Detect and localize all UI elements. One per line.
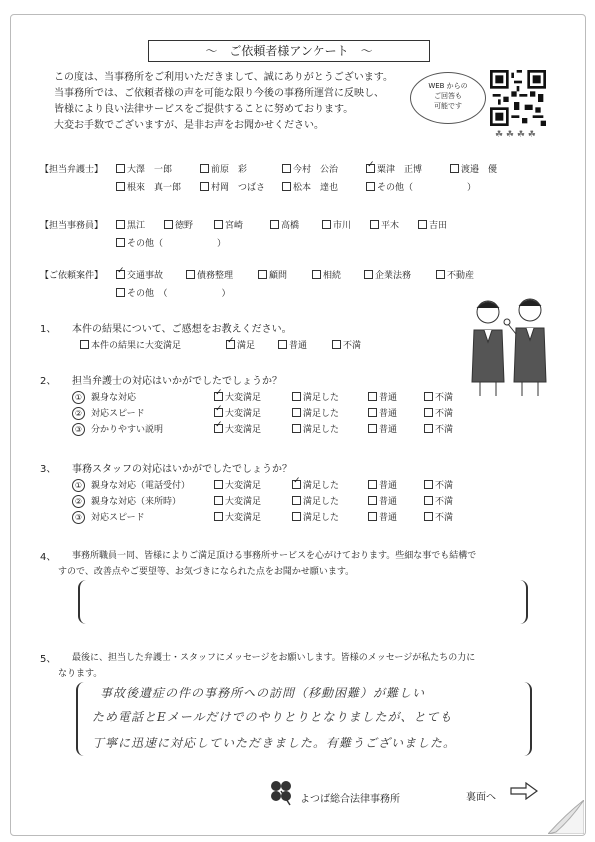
handwritten-message-line-3: 丁寧に迅速に対応していただきました。有難うございました。: [92, 736, 457, 750]
checkbox[interactable]: [312, 270, 321, 279]
checkbox[interactable]: [322, 220, 331, 229]
checkbox[interactable]: [258, 270, 267, 279]
staff-option[interactable]: 高橋: [270, 218, 299, 231]
checkbox[interactable]: [164, 220, 173, 229]
q3-row3-opt[interactable]: 満足した: [292, 510, 339, 523]
q2-number: 2、: [40, 376, 57, 387]
q3-row2-opt[interactable]: 不満: [424, 494, 453, 507]
q1-option[interactable]: 本件の結果に大変満足: [80, 338, 181, 351]
checkbox[interactable]: [424, 480, 433, 489]
web-note-line-1: WEB からの: [428, 82, 468, 90]
clover-logo-icon: [266, 776, 296, 806]
handwritten-message-line-1: 事故後遺症の件の事務所への訪問（移動困難）が難しい: [100, 686, 426, 700]
q1-number: 1、: [40, 324, 57, 335]
web-note-line-2: ご回答も: [434, 92, 462, 100]
checkbox[interactable]: [214, 220, 223, 229]
checkbox[interactable]: [116, 238, 125, 247]
staff-option[interactable]: 徳野: [164, 218, 193, 231]
checkbox[interactable]: [368, 424, 377, 433]
q3-row1-opt[interactable]: 普通: [368, 478, 397, 491]
checkbox-checked[interactable]: [214, 424, 223, 433]
web-note-line-3: 可能です: [434, 102, 462, 110]
intro-line-3: 皆様により良い法律サービスをご提供することに努めております。: [54, 104, 354, 115]
lawyer-option[interactable]: その他（ ）: [366, 180, 476, 193]
intro-line-1: この度は、当事務所をご利用いただきまして、誠にありがとうございます。: [54, 72, 393, 83]
checkbox[interactable]: [368, 496, 377, 505]
case-option[interactable]: ✓ 交通事故: [116, 268, 163, 281]
checkbox-checked[interactable]: [214, 408, 223, 417]
q2-row-label: ③ 分かりやすい説明: [72, 422, 163, 436]
lawyer-option[interactable]: 大澤 一郎: [116, 162, 172, 175]
qr-code[interactable]: [490, 70, 546, 126]
web-note-bubble: [410, 72, 486, 124]
checkbox[interactable]: [214, 480, 223, 489]
checkbox[interactable]: [424, 392, 433, 401]
q2-row2-opt[interactable]: ✓ 大変満足: [214, 406, 261, 419]
q2-row3-opt[interactable]: 不満: [424, 422, 453, 435]
q1-text: 本件の結果について、ご感想をお教えください。: [72, 324, 292, 335]
lawyer-option[interactable]: 松本 達也: [282, 180, 338, 193]
checkbox-checked[interactable]: [116, 270, 125, 279]
q1-option[interactable]: 普通: [278, 338, 307, 351]
checkbox[interactable]: [424, 424, 433, 433]
q1-option[interactable]: ✓ 満足: [226, 338, 255, 351]
checkbox[interactable]: [424, 408, 433, 417]
q2-text: 担当弁護士の対応はいかがでしたでしょうか？: [72, 376, 282, 387]
q2-row1-opt[interactable]: ✓ 大変満足: [214, 390, 261, 403]
checkbox[interactable]: [370, 220, 379, 229]
case-section-label: 【ご依頼案件】: [40, 271, 104, 281]
lawyer-option[interactable]: 今村 公治: [282, 162, 338, 175]
checkbox-checked[interactable]: [214, 392, 223, 401]
q5-text-line-1: 最後に、担当した弁護士・スタッフにメッセージをお願いします。皆様のメッセージが私たちの力に: [72, 653, 476, 663]
q4-number: 4、: [40, 552, 57, 563]
checkbox[interactable]: [116, 164, 125, 173]
checkbox[interactable]: [436, 270, 445, 279]
case-option[interactable]: 不動産: [436, 268, 474, 281]
q2-row2-opt[interactable]: 満足した: [292, 406, 339, 419]
q3-text: 事務スタッフの対応はいかがでしたでしょうか？: [72, 464, 292, 475]
lawyer-section-label: 【担当弁護士】: [40, 165, 104, 175]
q2-row-label: ① 親身な対応: [72, 390, 136, 404]
q3-row2-opt[interactable]: 満足した: [292, 494, 339, 507]
next-page-label[interactable]: 裏面へ: [466, 792, 496, 803]
q3-row-label: ② 親身な対応（来所時）: [72, 494, 181, 508]
checkbox[interactable]: [278, 340, 287, 349]
lawyer-option[interactable]: 根來 真一郎: [116, 180, 181, 193]
q3-row2-opt[interactable]: 大変満足: [214, 494, 261, 507]
checkbox[interactable]: [366, 182, 375, 191]
checkbox[interactable]: [292, 408, 301, 417]
clover-ornament-icon: ☘ ☘ ☘ ☘: [495, 130, 536, 140]
staff-option[interactable]: 平木: [370, 218, 399, 231]
checkbox[interactable]: [282, 164, 291, 173]
q4-answer-box[interactable]: [78, 580, 528, 624]
q2-row3-opt[interactable]: 普通: [368, 422, 397, 435]
q3-number: 3、: [40, 464, 57, 475]
staff-option[interactable]: 吉田: [418, 218, 447, 231]
checkbox[interactable]: [368, 512, 377, 521]
checkbox[interactable]: [282, 182, 291, 191]
page-curl-icon: [548, 800, 584, 834]
q3-row2-opt[interactable]: 普通: [368, 494, 397, 507]
page-title: ～ ご依頼者様アンケート ～: [148, 40, 430, 62]
checkbox[interactable]: [364, 270, 373, 279]
q2-row1-opt[interactable]: 満足した: [292, 390, 339, 403]
checkbox[interactable]: [424, 496, 433, 505]
office-name: よつば総合法律事務所: [300, 794, 400, 805]
q2-row2-opt[interactable]: 普通: [368, 406, 397, 419]
staff-option[interactable]: 黒江: [116, 218, 145, 231]
checkbox[interactable]: [424, 512, 433, 521]
checkbox[interactable]: [186, 270, 195, 279]
intro-line-4: 大変お手数でございますが、是非お声をお聞かせください。: [54, 120, 324, 131]
q2-row3-opt[interactable]: ✓ 大変満足: [214, 422, 261, 435]
q3-row-label: ① 親身な対応（電話受付）: [72, 478, 190, 492]
arrow-right-icon[interactable]: [510, 782, 538, 800]
q3-row3-opt[interactable]: 普通: [368, 510, 397, 523]
checkbox[interactable]: [116, 288, 125, 297]
checkbox[interactable]: [292, 496, 301, 505]
checkbox[interactable]: [418, 220, 427, 229]
lawyer-option[interactable]: 渡邉 優: [450, 162, 497, 175]
checkbox[interactable]: [214, 512, 223, 521]
checkbox[interactable]: [292, 512, 301, 521]
q3-row-label: ③ 対応スピード: [72, 510, 145, 524]
staff-section-label: 【担当事務員】: [40, 221, 104, 231]
checkbox[interactable]: [214, 496, 223, 505]
staff-option[interactable]: 宮崎: [214, 218, 243, 231]
lawyer-option[interactable]: ✓ 粟津 正博: [366, 162, 422, 175]
intro-line-2: 当事務所では、ご依頼者様の声を可能な限り今後の事務所運営に反映し、: [54, 88, 384, 99]
q1-option[interactable]: 不満: [332, 338, 361, 351]
checkbox[interactable]: [80, 340, 89, 349]
checkbox[interactable]: [368, 480, 377, 489]
q3-row3-opt[interactable]: 大変満足: [214, 510, 261, 523]
q2-row1-opt[interactable]: 不満: [424, 390, 453, 403]
case-option[interactable]: 顧問: [258, 268, 287, 281]
q2-row3-opt[interactable]: 満足した: [292, 422, 339, 435]
checkbox[interactable]: [116, 220, 125, 229]
case-option[interactable]: その他 （ ）: [116, 286, 231, 299]
q2-row1-opt[interactable]: 普通: [368, 390, 397, 403]
lawyer-option[interactable]: 村岡 つばさ: [200, 180, 265, 193]
checkbox[interactable]: [292, 392, 301, 401]
checkbox-checked[interactable]: [292, 480, 301, 489]
q5-number: 5、: [40, 654, 57, 665]
q4-text-line-2: すので、改善点やご要望等、お気づきになられた点をお聞かせ願います。: [58, 567, 355, 577]
q2-row-label: ② 対応スピード: [72, 406, 145, 420]
checkbox[interactable]: [200, 182, 209, 191]
q3-row1-opt[interactable]: ✓ 満足した: [292, 478, 339, 491]
case-option[interactable]: 債務整理: [186, 268, 233, 281]
q3-row1-opt[interactable]: 大変満足: [214, 478, 261, 491]
checkbox[interactable]: [292, 424, 301, 433]
checkbox[interactable]: [200, 164, 209, 173]
checkbox[interactable]: [270, 220, 279, 229]
q5-text-line-2: なります。: [58, 669, 103, 679]
checkbox[interactable]: [332, 340, 341, 349]
case-option[interactable]: 企業法務: [364, 268, 411, 281]
checkbox[interactable]: [450, 164, 459, 173]
checkbox[interactable]: [368, 392, 377, 401]
q4-text-line-1: 事務所職員一同、皆様によりご満足頂ける事務所サービスを心がけております。些細な事でも結構で: [72, 551, 477, 561]
staff-option[interactable]: その他（ ）: [116, 236, 226, 249]
checkbox[interactable]: [368, 408, 377, 417]
staff-illustration: [460, 290, 560, 400]
lawyer-option[interactable]: 前原 彩: [200, 162, 247, 175]
q2-row2-opt[interactable]: 不満: [424, 406, 453, 419]
checkbox[interactable]: [116, 182, 125, 191]
q3-row3-opt[interactable]: 不満: [424, 510, 453, 523]
checkbox-checked[interactable]: [366, 164, 375, 173]
checkbox-checked[interactable]: [226, 340, 235, 349]
handwritten-message-line-2: ため電話とEメールだけでのやりとりとなりましたが、とても: [92, 710, 453, 724]
q3-row1-opt[interactable]: 不満: [424, 478, 453, 491]
staff-option[interactable]: 市川: [322, 218, 351, 231]
case-option[interactable]: 相続: [312, 268, 341, 281]
